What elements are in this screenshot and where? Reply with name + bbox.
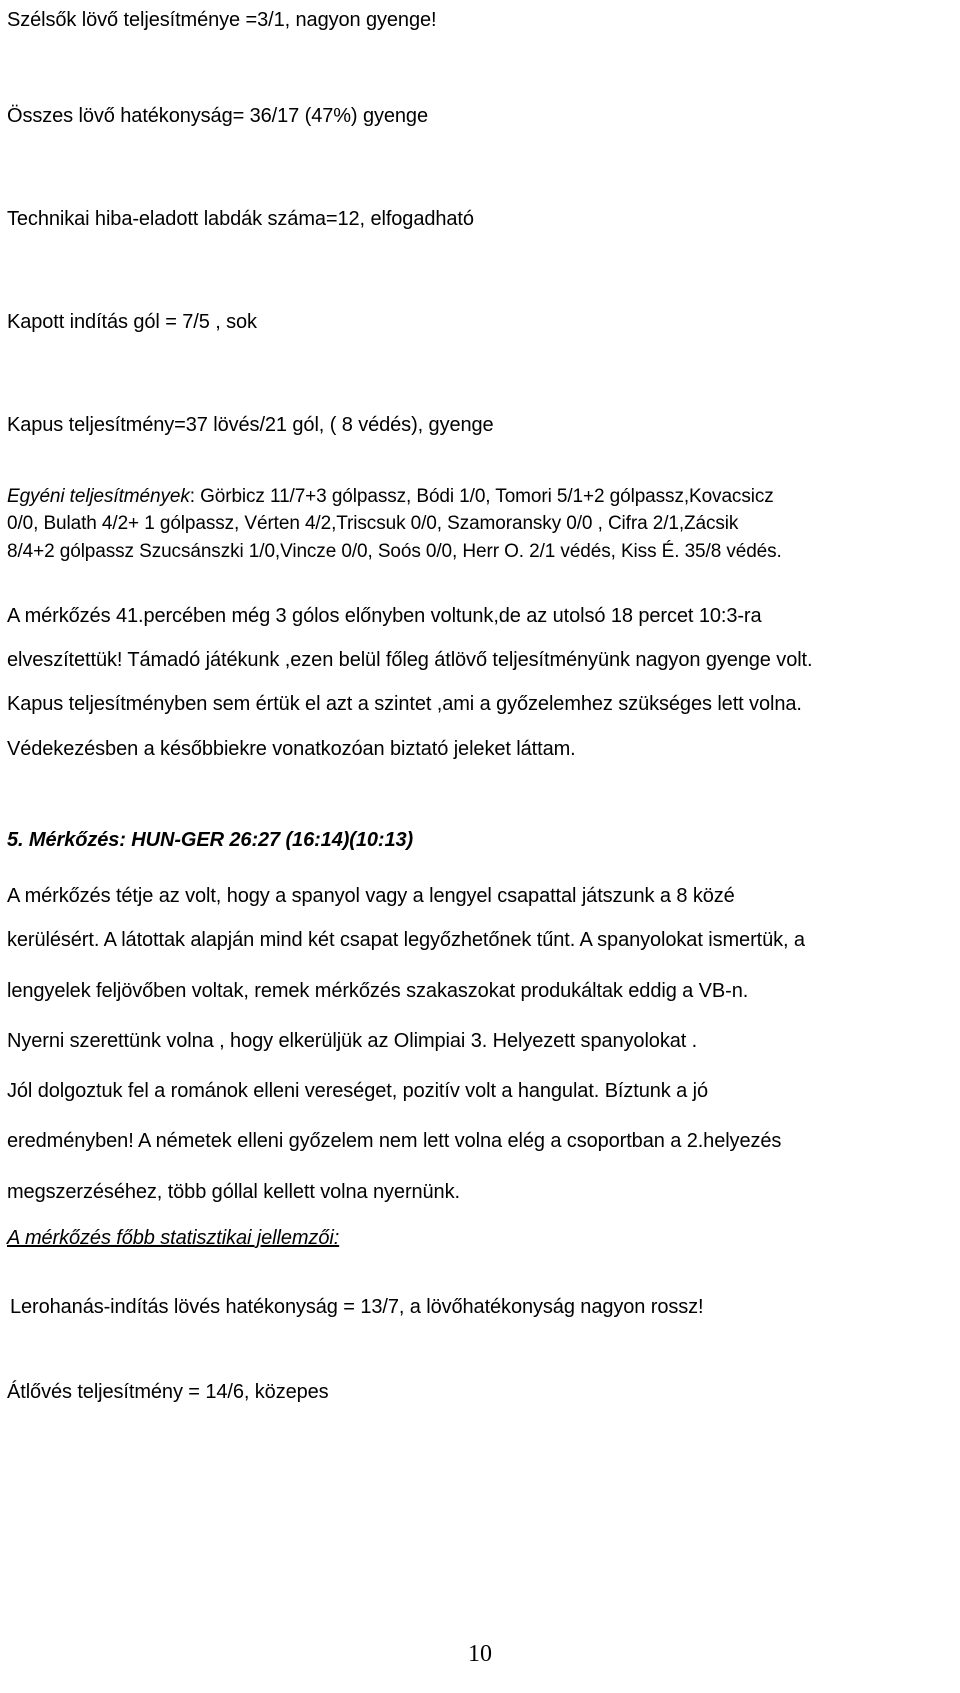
summary-line-3: Kapus teljesítményben sem értük el azt a szintet ,ami a győzelemhez szükséges lett volna.	[7, 693, 802, 715]
individual-label: Egyéni teljesítmények	[7, 486, 190, 507]
match5-line-4: Nyerni szerettünk volna , hogy elkerüljük az Olimpiai 3. Helyezett spanyolokat .	[7, 1030, 698, 1052]
individual-line-2: 0/0, Bulath 4/2+ 1 gólpassz, Vérten 4/2,Triscsuk 0/0, Szamoransky 0/0 , Cifra 2/1,Zácsik	[7, 513, 739, 534]
summary-line-4: Védekezésben a későbbiekre vonatkozóan biztató jeleket láttam.	[7, 738, 576, 760]
match5-heading: 5. Mérkőzés: HUN-GER 26:27 (16:14)(10:13)	[7, 829, 414, 851]
summary-line-2: elveszítettük! Támadó játékunk ,ezen belül főleg átlövő teljesítményünk nagyon gyenge volt.	[7, 649, 813, 671]
match5-line-7: megszerzéséhez, több góllal kellett volna nyernünk.	[7, 1181, 460, 1203]
match5-line-1: A mérkőzés tétje az volt, hogy a spanyol vagy a lengyel csapattal játszunk a 8 közé	[7, 885, 735, 907]
stat-technical-errors: Technikai hiba-eladott labdák száma=12, elfogadható	[7, 208, 474, 230]
page-number: 10	[468, 1641, 492, 1667]
stat-conceded-fastbreak: Kapott indítás gól = 7/5 , sok	[7, 311, 257, 333]
stat-wing-shooting: Szélsők lövő teljesítménye =3/1, nagyon gyenge!	[7, 9, 437, 31]
individual-line-3: 8/4+2 gólpassz Szucsánszki 1/0,Vincze 0/0, Soós 0/0, Herr O. 2/1 védés, Kiss É. 35/8 védés.	[7, 541, 782, 562]
stat-total-shooting: Összes lövő hatékonyság= 36/17 (47%) gyenge	[7, 105, 428, 127]
stat-goalkeeper: Kapus teljesítmény=37 lövés/21 gól, ( 8 védés), gyenge	[7, 414, 494, 436]
match5-line-5: Jól dolgoztuk fel a románok elleni vereséget, pozitív volt a hangulat. Bíztunk a jó	[7, 1080, 708, 1102]
match5-stats-heading: A mérkőzés főbb statisztikai jellemzői:	[7, 1227, 340, 1249]
match5-line-3: lengyelek feljövőben voltak, remek mérkőzés szakaszokat produkáltak eddig a VB-n.	[7, 980, 749, 1002]
individual-line-1	[7, 485, 774, 509]
summary-line-1: A mérkőzés 41.percében még 3 gólos előnyben voltunk,de az utolsó 18 percet 10:3-ra	[7, 605, 762, 627]
individual-line-1-text: : Görbicz 11/7+3 gólpassz, Bódi 1/0, Tomori 5/1+2 gólpassz,Kovacsicz	[189, 486, 774, 507]
match5-line-6: eredményben! A németek elleni győzelem nem lett volna elég a csoportban a 2.helyezés	[7, 1130, 782, 1152]
stat-fastbreak-shooting: Lerohanás-indítás lövés hatékonyság = 13/7, a lövőhatékonyság nagyon rossz!	[10, 1296, 704, 1318]
match5-line-2: kerülésért. A látottak alapján mind két csapat legyőzhetőnek tűnt. A spanyolokat ismertük, a	[7, 929, 805, 951]
stat-backcourt-shooting: Átlővés teljesítmény = 14/6, közepes	[7, 1381, 329, 1403]
